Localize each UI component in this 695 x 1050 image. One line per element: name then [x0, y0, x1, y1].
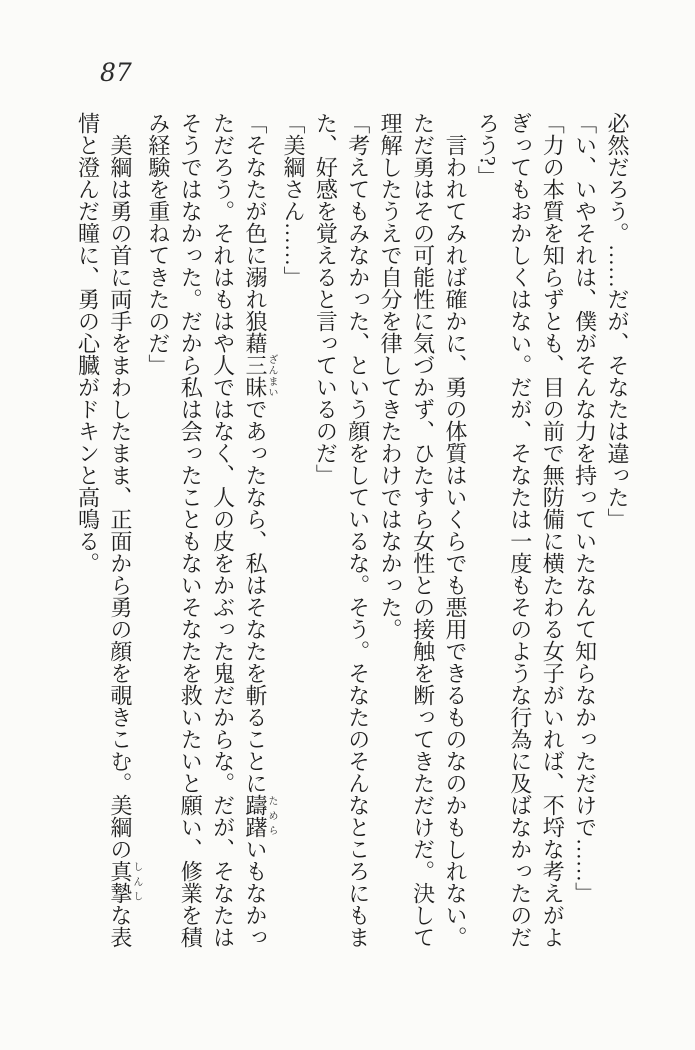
text-line: ただ勇はその可能性に気づかず、ひたすら女性との接触を断ってきただけだ。決して: [410, 112, 436, 948]
text-line: 必然だろう。……だが、そなたは違った」: [605, 112, 630, 530]
text-line: 情と澄んだ瞳に、勇の心臓がドキンと高鳴る。: [75, 112, 101, 574]
text-line: 「そなたが色に溺れ狼藉三昧ざんまいであったなら、私はそなたを斬ることに躊躇ためらいもなかっ: [243, 112, 278, 948]
ruby-annotated-word: 三昧ざんまい: [243, 354, 278, 398]
text-line: ただろう。それはもはや人ではなく、人の皮をかぶった鬼だからな。だが、そなたは: [210, 112, 236, 948]
page-number: 87: [100, 58, 132, 87]
text-line: 言われてみれば確かに、勇の体質はいくらでも悪用できるものなのかもしれない。: [442, 134, 468, 948]
ruby-annotated-word: 真摯しんし: [107, 860, 142, 904]
text-line: 「い、いやそれは、僕がそんな力を持っていたなんて知らなかっただけで……」: [572, 112, 598, 904]
text-line: 理解したうえで自分を律してきたわけではなかった。: [378, 112, 404, 640]
text-line: み経験を重ねてきたのだ」: [145, 112, 171, 376]
text-line: 美綱は勇の首に両手をまわしたまま、正面から勇の顔を覗きこむ。美綱の真摯しんしな表: [107, 134, 142, 948]
text-line: 「美綱さん……」: [280, 112, 306, 288]
text-body: [71, 112, 633, 950]
text-line: た、好感を覚えると言っているのだ」: [313, 112, 339, 486]
text-line: 「考えてもみなかった、という顔をしているな。そう。そなたのそんなところにもま: [345, 112, 371, 948]
text-line: ろう?」: [475, 112, 501, 188]
text-line: ぎってもおかしくはない。だが、そなたは一度もそのような行為に及ばなかったのだ: [507, 112, 533, 948]
text-line: 「力の本質を知らずとも、目の前で無防備に横たわる女子がいれば、不埒な考えがよ: [540, 112, 566, 948]
ruby-annotated-word: 躊躇ためら: [243, 794, 278, 838]
text-line: そうではなかった。だから私は会ったこともないそなたを救いたいと願い、修業を積: [178, 112, 204, 948]
